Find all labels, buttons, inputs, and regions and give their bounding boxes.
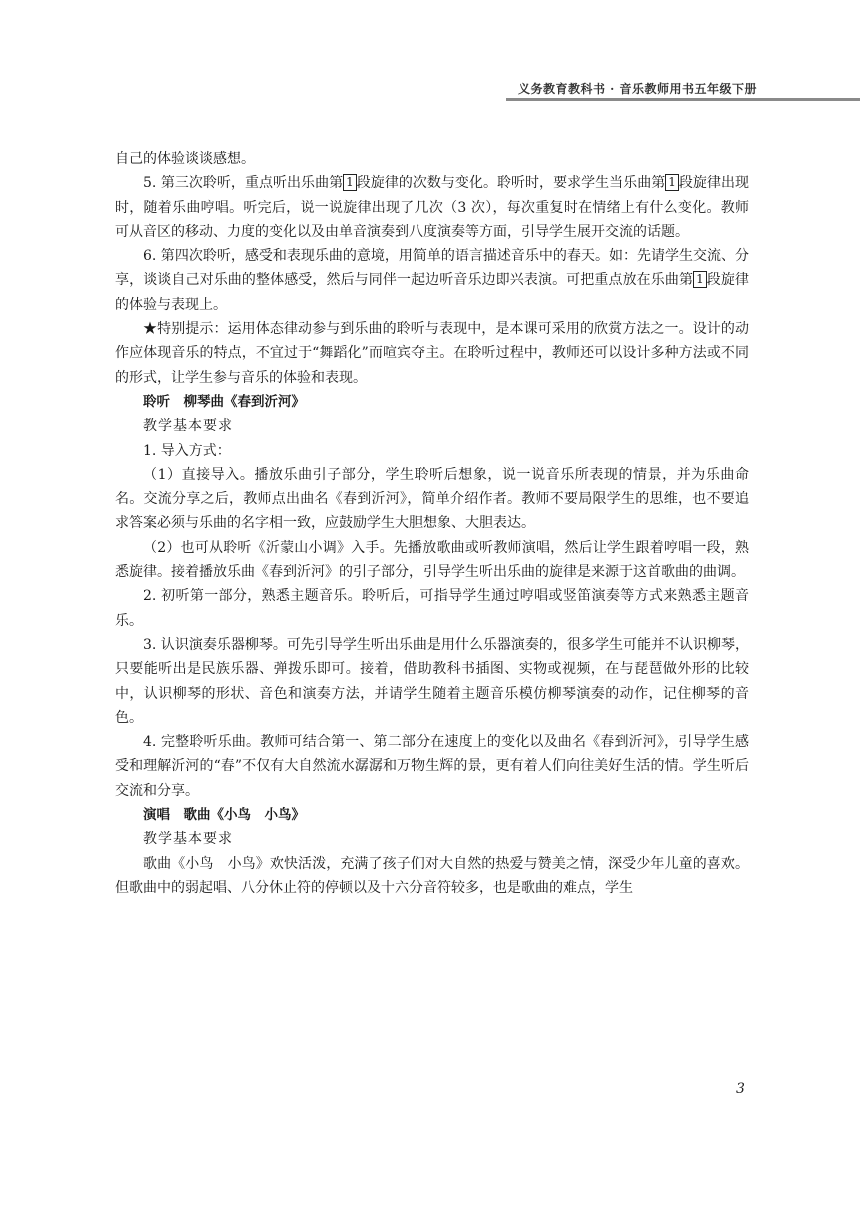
section-heading-singing: 演唱 歌曲《小鸟 小鸟》 bbox=[143, 807, 305, 824]
paragraph-song-intro: 歌曲《小鸟 小鸟》欢快活泼，充满了孩子们对大自然的热爱与赞美之情，深受少年儿童的喜欢。但歌曲中的弱起唱、八分休止符的停顿以及十六分音符较多，也是歌曲的难点，学生 bbox=[115, 855, 749, 896]
list-item-1-1: （1）直接导入。播放乐曲引子部分，学生聆听后想象，说一说音乐所表现的情景，并为乐曲命名。交流分享之后，教师点出曲名《春到沂河》，简单介绍作者。教师不要局限学生的思维，也不要追求答案必须与乐曲的名字相一致，应鼓励学生大胆想象、大胆表达。 bbox=[115, 466, 749, 532]
list-item-3: 3. 认识演奏乐器柳琴。可先引导学生听出乐曲是用什么乐器演奏的，很多学生可能并不认识柳琴，只要能听出是民族乐器、弹拨乐即可。接着，借助教科书插图、实物或视频，在与琵琶做外形的比较中，认识柳琴的形状、音色和演奏方法，并请学生随着主题音乐模仿柳琴演奏的动作，记住柳琴的音色。 bbox=[115, 636, 749, 726]
paragraph-item-6: 6. 第四次聆听，感受和表现乐曲的意境，用简单的语言描述音乐中的春天。如：先请学生交流、分享，谈谈自己对乐曲的整体感受，然后与同伴一起边听音乐边即兴表演。可把重点放在乐曲第 1 段旋律的体验与表现上。 bbox=[115, 248, 750, 313]
paragraph-item-5: 5. 第三次聆听，重点听出乐曲第 1 段旋律的次数与变化。聆听时，要求学生当乐曲第 1 段旋律出现时，随着乐曲哼唱。听完后，说一说旋律出现了几次（3 次），每次重复时在情绪上有什么变化。教师可从音区的移动、力度的变化以及由单音演奏到八度演奏等方面，引导学生展开交流的话题。 bbox=[115, 175, 749, 240]
paragraph-continuation: 自己的体验谈谈感想。 bbox=[115, 151, 255, 167]
section-heading-listening: 聆听 柳琴曲《春到沂河》 bbox=[143, 393, 305, 410]
page-number: 3 bbox=[736, 1081, 745, 1097]
list-item-1-2: （2）也可从聆听《沂蒙山小调》入手。先播放歌曲或听教师演唱，然后让学生跟着哼唱一段，熟悉旋律。接着播放乐曲《春到沂河》的引子部分，引导学生听出乐曲的旋律是来源于这首歌曲的曲调。 bbox=[115, 539, 749, 581]
section-number-box: 1 bbox=[343, 174, 357, 191]
special-tip: ★特别提示：运用体态律动参与到乐曲的聆听与表现中，是本课可采用的欣赏方法之一。设计的动作应体现音乐的特点，不宜过于“舞蹈化”而喧宾夺主。在聆听过程中，教师还可以设计多种方法或不同的形式，让学生参与音乐的体验和表现。 bbox=[115, 321, 749, 386]
running-header: 义务教育教科书 · 音乐教师用书五年级下册 bbox=[517, 82, 757, 96]
section-number-box: 1 bbox=[693, 271, 707, 288]
subheading-requirements-2: 教学基本要求 bbox=[143, 831, 233, 848]
header-rule bbox=[506, 98, 860, 101]
list-item-4: 4. 完整聆听乐曲。教师可结合第一、第二部分在速度上的变化以及曲名《春到沂河》，引导学生感受和理解沂河的“春”不仅有大自然流水潺潺和万物生辉的景，更有着人们向往美好生活的情。学生听后交流和分享。 bbox=[115, 734, 749, 799]
subheading-requirements: 教学基本要求 bbox=[143, 418, 233, 435]
list-item-2: 2. 初听第一部分，熟悉主题音乐。聆听后，可指导学生通过哼唱或竖笛演奏等方式来熟悉主题音乐。 bbox=[115, 588, 749, 629]
section-number-box: 1 bbox=[665, 174, 679, 191]
list-item-1: 1. 导入方式： bbox=[143, 442, 231, 459]
page-body bbox=[115, 147, 749, 900]
